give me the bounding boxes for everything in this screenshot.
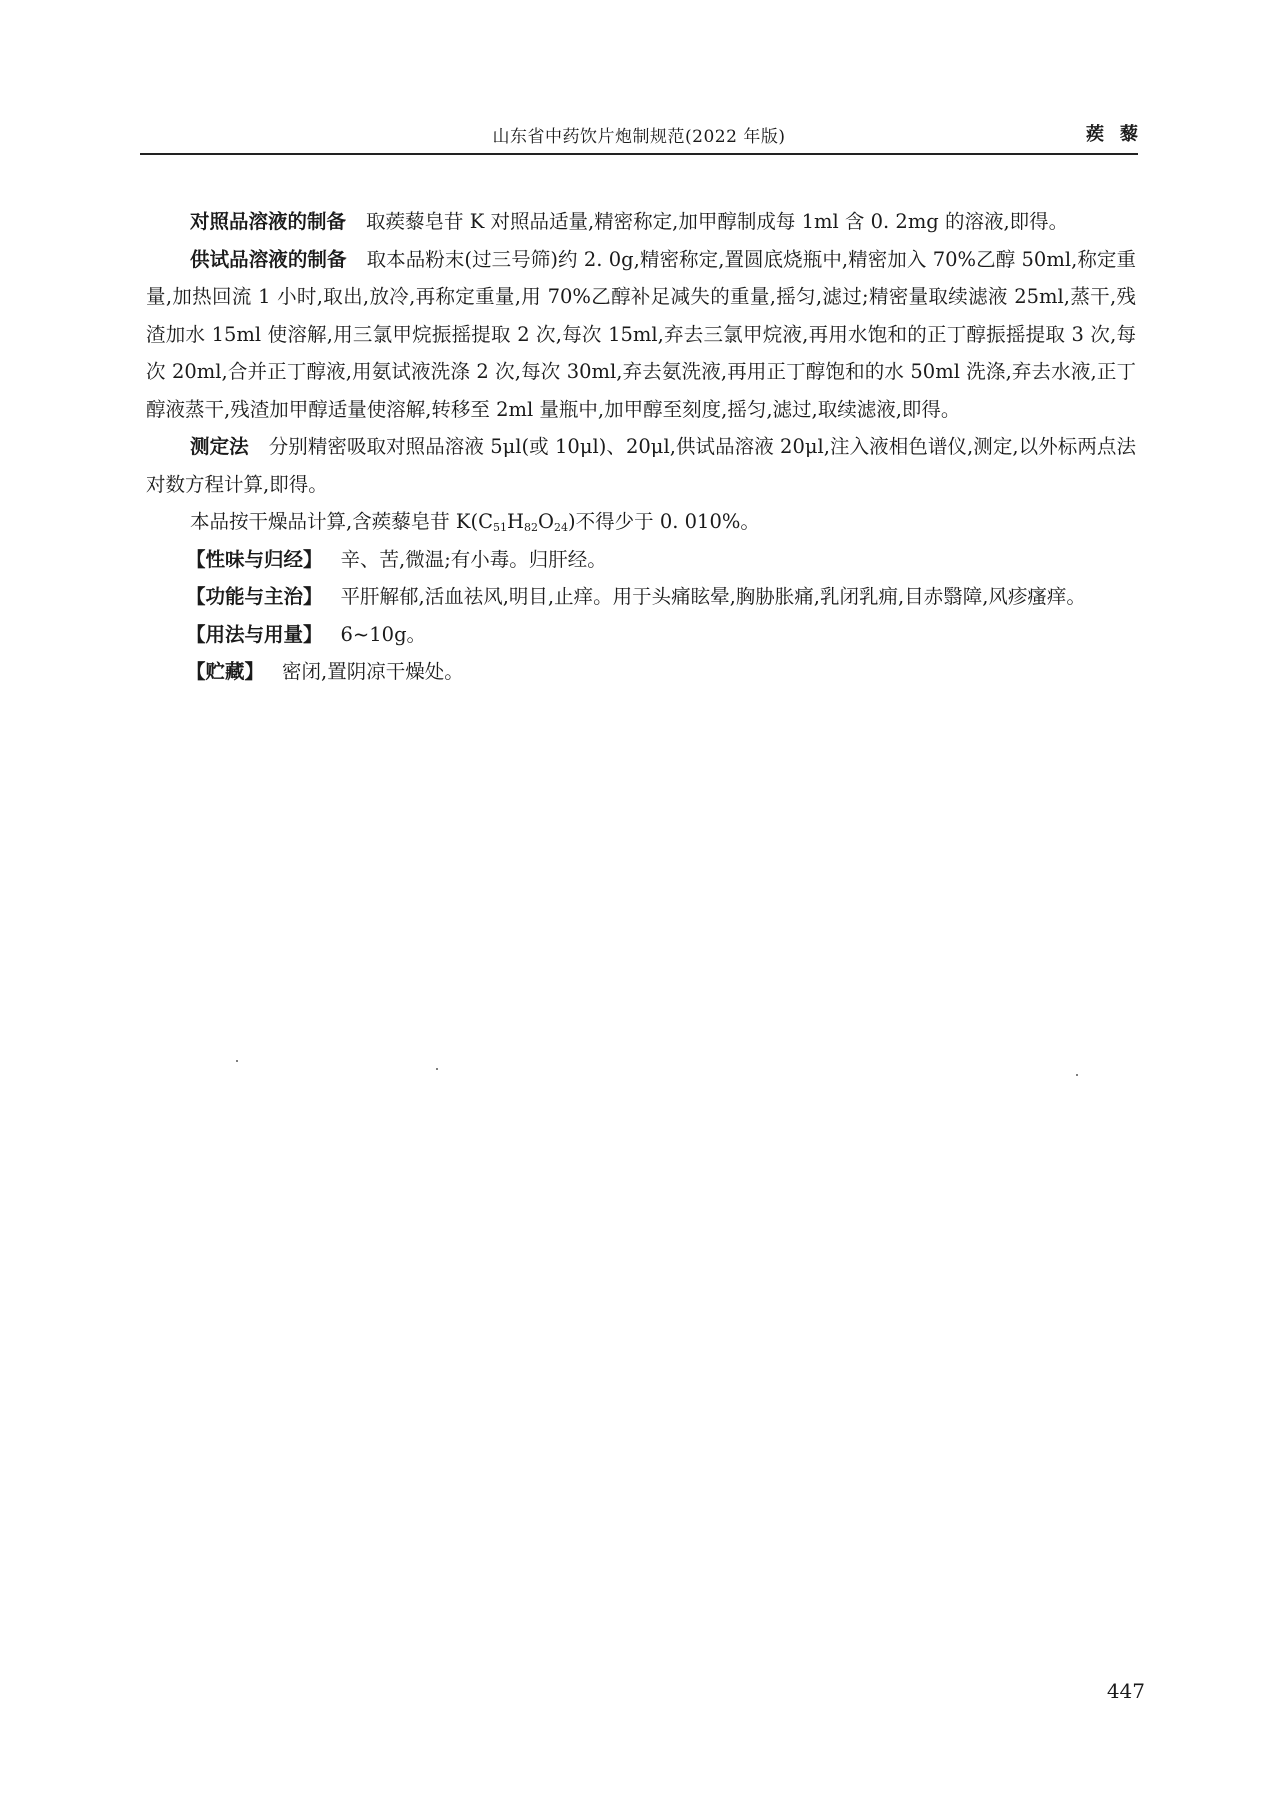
formula-h: H xyxy=(507,510,525,533)
storage-label: 【贮藏】 xyxy=(186,660,265,683)
determination-label: 测定法 xyxy=(190,435,249,458)
test-solution-paragraph xyxy=(146,241,1136,429)
functions-paragraph xyxy=(146,578,1136,616)
test-solution-text: 取本品粉末(过三号筛)约 2. 0g,精密称定,置圆底烧瓶中,精密加入 70%乙醇 50ml,称定重量,加热回流 1 小时,取出,放冷,再称定重量,用 70%乙醇补足减失的重量,摇匀,滤过;精密量取续滤液 25ml,蒸干,残渣加水 15ml 使溶解,用三氯甲烷振摇提取 2 次,每次 15ml,弃去三氯甲烷液,再用水饱和的正丁醇振摇提取 3 次,每次 20ml,合并正丁醇液,用氨试液洗涤 2 次,每次 30ml,弃去氨洗液,再用正丁醇饱和的水 50ml 洗涤,弃去水液,正丁醇液蒸干,残渣加甲醇适量使溶解,转移至 2ml 量瓶中,加甲醇至刻度,摇匀,滤过,取续滤液,即得。 xyxy=(146,247,1136,421)
functions-label: 【功能与主治】 xyxy=(186,585,323,608)
header-rule xyxy=(140,153,1138,155)
properties-text: 辛、苦,微温;有小毒。归肝经。 xyxy=(340,547,607,571)
running-header xyxy=(140,114,1154,154)
determination-paragraph xyxy=(146,428,1136,503)
storage-paragraph xyxy=(146,653,1136,691)
book-title: 山东省中药饮片炮制规范(2022 年版) xyxy=(492,127,786,147)
scan-speck xyxy=(236,1060,238,1062)
reference-solution-text: 取蒺藜皂苷 K 对照品适量,精密称定,加甲醇制成每 1ml 含 0. 2mg 的溶液,即得。 xyxy=(366,210,1069,233)
herb-name: 蒺藜 xyxy=(1086,124,1154,145)
content-limit-suffix: )不得少于 0. 010%。 xyxy=(568,510,760,533)
properties-label: 【性味与归经】 xyxy=(186,547,323,571)
page-number: 447 xyxy=(1106,1679,1145,1703)
functions-text: 平肝解郁,活血祛风,明目,止痒。用于头痛眩晕,胸胁胀痛,乳闭乳痈,目赤翳障,风疹瘙痒。 xyxy=(340,585,1086,608)
content-limit-paragraph xyxy=(146,503,1136,541)
test-solution-label: 供试品溶液的制备 xyxy=(190,247,347,271)
dosage-text: 6~10g。 xyxy=(340,622,427,646)
formula-h-subscript: 82 xyxy=(524,521,539,534)
dosage-paragraph xyxy=(146,616,1136,654)
reference-solution-paragraph xyxy=(146,203,1136,241)
monograph-body xyxy=(146,203,1136,691)
determination-text: 分别精密吸取对照品溶液 5μl(或 10μl)、20μl,供试品溶液 20μl,注入液相色谱仪,测定,以外标两点法对数方程计算,即得。 xyxy=(146,435,1136,496)
dosage-label: 【用法与用量】 xyxy=(186,622,323,646)
formula-c-subscript: 51 xyxy=(493,521,507,534)
formula-c: C xyxy=(478,510,493,533)
scan-speck xyxy=(1076,1074,1078,1076)
scan-speck xyxy=(436,1068,438,1070)
properties-paragraph xyxy=(146,541,1136,579)
reference-solution-label: 对照品溶液的制备 xyxy=(190,210,347,233)
storage-text: 密闭,置阴凉干燥处。 xyxy=(282,660,464,683)
formula-o-subscript: 24 xyxy=(554,521,569,534)
formula-o: O xyxy=(538,510,555,533)
content-limit-prefix: 本品按干燥品计算,含蒺藜皂苷 K( xyxy=(190,510,479,533)
